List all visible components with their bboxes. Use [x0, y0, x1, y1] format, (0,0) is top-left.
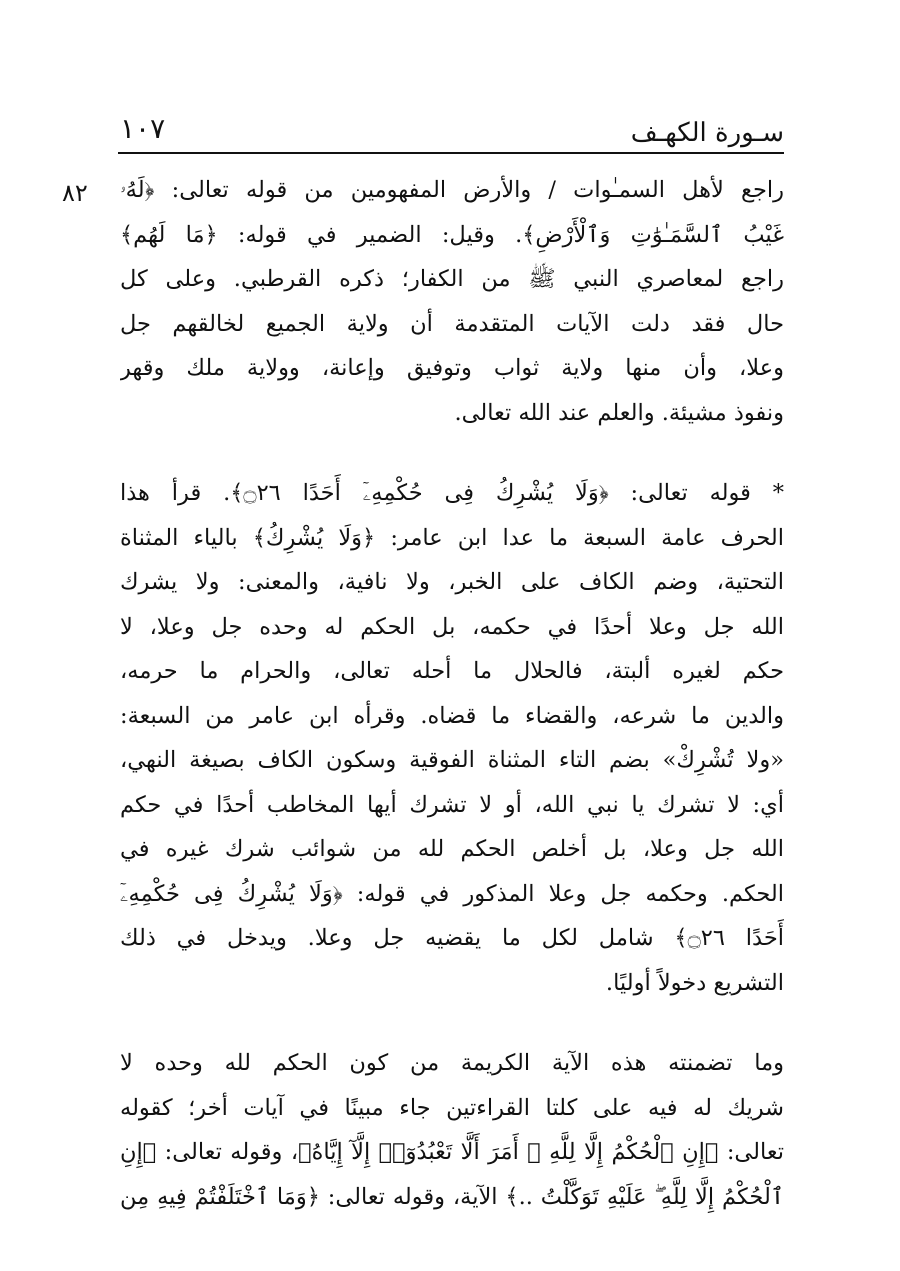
- text-line: شريك له فيه على كلتا القراءتين جاء مبينًا في آيات أخر؛ كقوله: [120, 1094, 784, 1121]
- text-line: ٱلْحُكْمُ إِلَّا لِلَّهِ ۖ عَلَيْهِ تَوَكَّلْتُ ..﴾ الآية، وقوله تعالى: ﴿وَمَا ٱخْتَلَفْتُمْ فِيهِ مِن: [120, 1183, 784, 1210]
- text-line: «ولا تُشْرِكْ» بضم التاء المثناة الفوقية وسكون الكاف بصيغة النهي،: [120, 747, 784, 773]
- text-line: الحرف عامة السبعة ما عدا ابن عامر: ﴿وَلَا يُشْرِكُ﴾ بالياء المثناة: [120, 524, 784, 551]
- text-line: التحتية، وضم الكاف على الخبر، ولا نافية، والمعنى: ولا يشرك: [120, 569, 784, 595]
- text-line: الله جل وعلا، بل أخلص الحكم لله من شوائب شرك غيره في: [120, 836, 784, 862]
- text-line: والدين ما شرعه، والقضاء ما قضاه. وقرأه ابن عامر من السبعة:: [120, 702, 784, 729]
- text-line: أي: لا تشرك يا نبي الله، أو لا تشرك أيها المخاطب أحدًا في حكم: [120, 791, 784, 818]
- text-line: حكم لغيره ألبتة، فالحلال ما أحله تعالى، والحرام ما حرمه،: [120, 658, 784, 684]
- text-line: وما تضمنته هذه الآية الكريمة من كون الحكم لله وحده لا: [120, 1050, 784, 1076]
- text-line: أَحَدًا ۝٢٦﴾ شامل لكل ما يقضيه جل وعلا. ويدخل في ذلك: [120, 925, 784, 951]
- paragraph-qiraat: [120, 471, 784, 1005]
- body-text: [120, 168, 784, 1255]
- text-line: راجع لمعاصري النبي ﷺ من الكفار؛ ذكره القرطبي. وعلى كل: [120, 266, 784, 292]
- text-line: تعالى: ﴿إِنِ ٱلْحُكْمُ إِلَّا لِلَّهِ ۚ أَمَرَ أَلَّا تَعْبُدُوٓا۟ إِلَّآ إِيَّاهُ﴾، وقوله تعالى: ﴿إِنِ: [120, 1139, 784, 1165]
- paragraph-hukm: [120, 1041, 784, 1219]
- margin-note-number: ٨٢: [62, 179, 88, 207]
- text-line: ونفوذ مشيئة. والعلم عند الله تعالى.: [454, 399, 784, 426]
- text-line: الله جل وعلا أحدًا في حكمه، بل الحكم له وحده جل وعلا، لا: [120, 613, 784, 640]
- text-line: راجع لأهل السمـٰوات / والأرض المفهومين من قوله تعالى: ﴿لَهُۥ: [120, 177, 784, 203]
- text-line: وعلا، وأن منها ولاية ثواب وتوفيق وإعانة، وولاية ملك وقهر: [120, 355, 784, 381]
- page-number: ١٠٧: [120, 112, 166, 145]
- text-line: الحكم. وحكمه جل وعلا المذكور في قوله: ﴿وَلَا يُشْرِكُ فِى حُكْمِهِۦٓ: [120, 880, 784, 907]
- page-header: [118, 110, 784, 154]
- paragraph-wilaya: [120, 168, 784, 435]
- text-line: غَيْبُ ٱلسَّمَـٰوَٰتِ وَٱلْأَرْضِ﴾. وقيل: الضمير في قوله: ﴿مَا لَهُم﴾: [120, 221, 784, 248]
- text-line: * قوله تعالى: ﴿وَلَا يُشْرِكُ فِى حُكْمِهِۦٓ أَحَدًا ۝٢٦﴾. قرأ هذا: [120, 480, 784, 506]
- text-line: التشريع دخولاً أوليًا.: [605, 969, 784, 996]
- text-line: حال فقد دلت الآيات المتقدمة أن ولاية الجميع لخالقهم جل: [120, 310, 784, 337]
- surah-title: سـورة الكهـف: [630, 118, 784, 148]
